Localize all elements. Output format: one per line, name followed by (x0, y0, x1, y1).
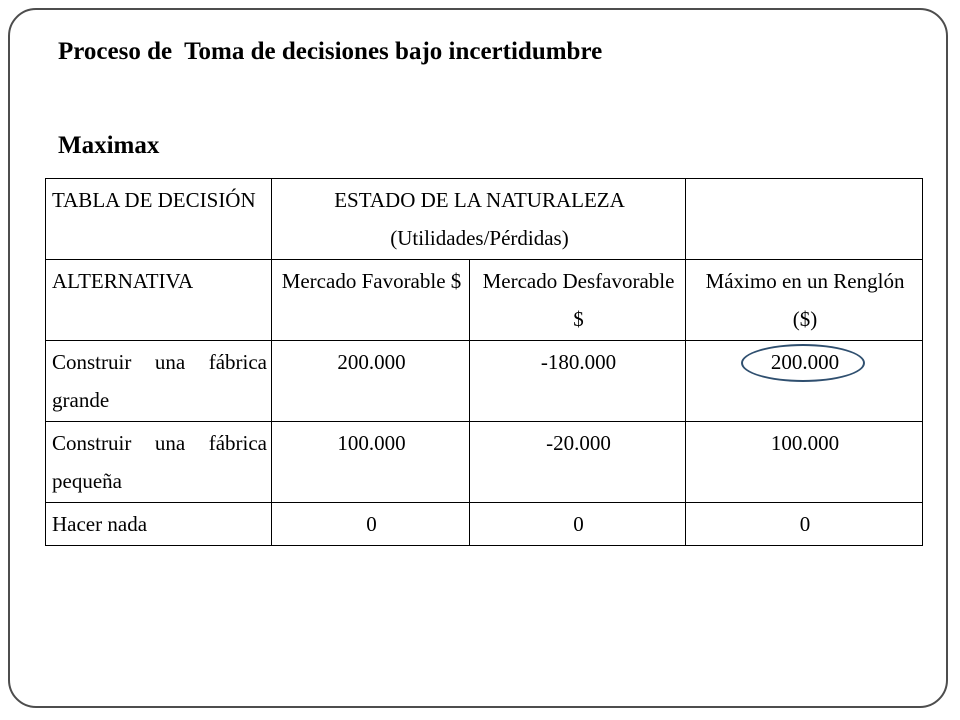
max-cell: 0 (686, 503, 923, 546)
slide-title: Proceso de Toma de decisiones bajo incertidumbre (58, 38, 603, 65)
table-row (46, 503, 923, 546)
favorable-cell: 0 (272, 503, 470, 546)
state-of-nature-cell: ESTADO DE LA NATURALEZA (Utilidades/Pérdidas) (272, 179, 686, 260)
empty-header-cell (686, 179, 923, 260)
max-cell: 100.000 (686, 422, 923, 503)
favorable-cell: 200.000 (272, 341, 470, 422)
max-row-header: Máximo en un Renglón ($) (686, 260, 923, 341)
unfavorable-cell: -180.000 (470, 341, 686, 422)
alternative-cell: Hacer nada (46, 503, 272, 546)
unfavorable-cell: -20.000 (470, 422, 686, 503)
unfavorable-cell: 0 (470, 503, 686, 546)
table-label-cell: TABLA DE DECISIÓN (46, 179, 272, 260)
max-cell (686, 341, 923, 422)
alternative-header: ALTERNATIVA (46, 260, 272, 341)
max-value: 200.000 (770, 350, 840, 374)
table-header-row (46, 179, 923, 260)
unfavorable-header: Mercado Desfavorable $ (470, 260, 686, 341)
alternative-cell: Construir una fábrica pequeña (46, 422, 272, 503)
favorable-header: Mercado Favorable $ (272, 260, 470, 341)
alternative-cell: Construir una fábrica grande (46, 341, 272, 422)
table-header-row (46, 260, 923, 341)
decision-table (45, 178, 923, 546)
favorable-cell: 100.000 (272, 422, 470, 503)
method-subtitle: Maximax (58, 132, 160, 159)
table-row (46, 341, 923, 422)
table-row (46, 422, 923, 503)
